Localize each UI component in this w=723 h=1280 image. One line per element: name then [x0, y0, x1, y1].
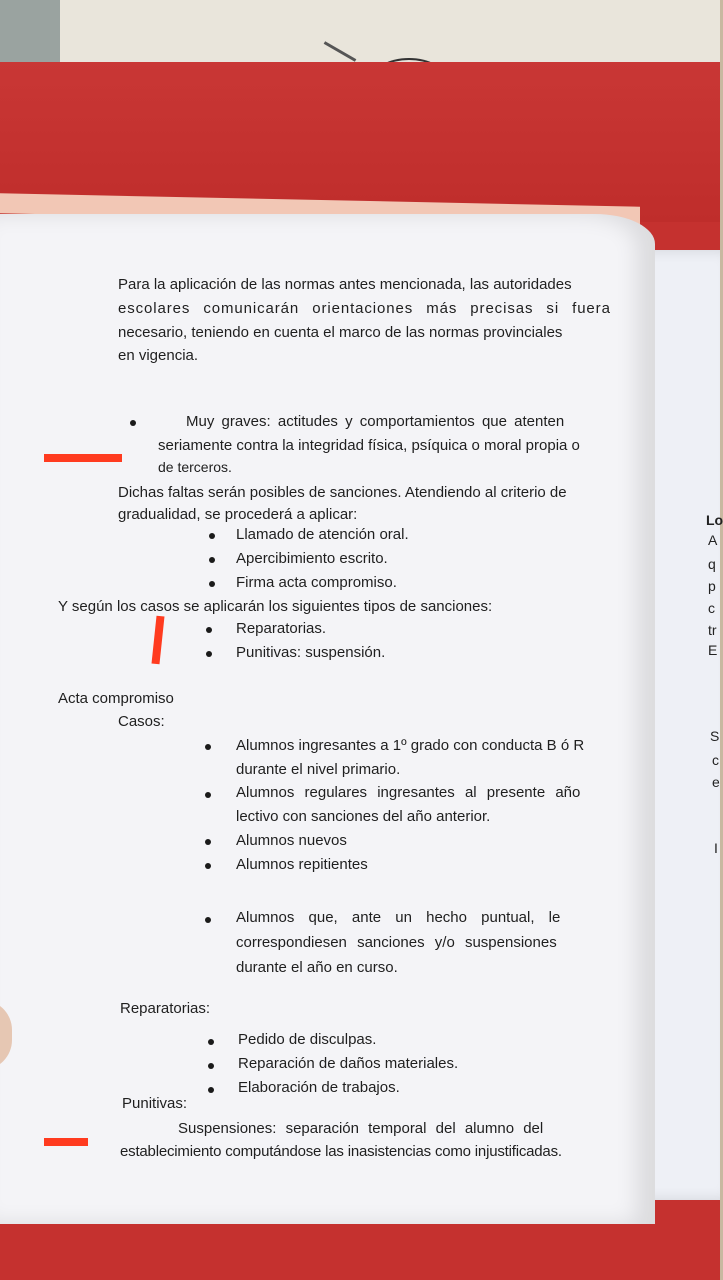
punitivas-line: [178, 1120, 543, 1138]
right-page-text: E: [708, 642, 718, 658]
muy-graves-term: Muy graves:: [186, 413, 271, 430]
bullet: [209, 557, 215, 563]
casos-heading: Casos:: [118, 713, 165, 730]
reparatorias-heading: Reparatorias:: [120, 1000, 211, 1017]
suspensiones-text: separación temporal del alumno del: [285, 1120, 544, 1137]
bullet: [130, 420, 136, 426]
bullet: [208, 1039, 214, 1045]
muy-graves-line: [186, 413, 564, 431]
dichas-line: Dichas faltas serán posibles de sanciones. Atendiendo al criterio de: [118, 484, 567, 501]
right-page-text: tr: [708, 622, 717, 638]
acta-item: Alumnos ingresantes a 1º grado con conducta B ó R: [236, 737, 585, 754]
intro-line: en vigencia.: [118, 347, 199, 364]
dichas-line: gradualidad, se procederá a aplicar:: [118, 506, 358, 523]
types-item: Punitivas: suspensión.: [236, 644, 386, 661]
right-page-text: q: [708, 556, 716, 572]
acta-item: Alumnos nuevos: [236, 832, 347, 849]
punitivas-line: establecimiento computándose las inasistencias como injustificadas.: [120, 1143, 562, 1160]
bullet: [205, 792, 211, 798]
bullet: [208, 1087, 214, 1093]
right-page-text: Lo: [706, 512, 723, 528]
acta-heading: Acta compromiso: [58, 690, 174, 707]
types-item: Reparatorias.: [236, 620, 327, 637]
bullet: [205, 839, 211, 845]
intro-line: necesario, teniendo en cuenta el marco de las normas provinciales: [118, 324, 563, 341]
reparatorias-item: Pedido de disculpas.: [238, 1031, 377, 1048]
intro-line: Para la aplicación de las normas antes mencionada, las autoridades: [118, 276, 572, 293]
acta-item: durante el año en curso.: [236, 959, 398, 976]
right-page-text: c: [712, 752, 719, 768]
right-page-text: p: [708, 578, 716, 594]
right-page-text: c: [708, 600, 715, 616]
bullet: [206, 651, 212, 657]
right-page-text: e: [712, 774, 720, 790]
bullet: [205, 917, 211, 923]
bullet: [209, 533, 215, 539]
right-page-text: A: [708, 532, 718, 548]
segun-line: Y según los casos se aplicarán los siguientes tipos de sanciones:: [58, 598, 493, 615]
reparatorias-item: Elaboración de trabajos.: [238, 1079, 400, 1096]
acta-item: Alumnos que, ante un hecho puntual, le: [236, 909, 561, 926]
apply-item: Apercibimiento escrito.: [236, 550, 388, 567]
highlight-mark: [44, 1138, 88, 1146]
apply-item: Firma acta compromiso.: [236, 574, 397, 591]
highlight-mark: [44, 454, 122, 462]
intro-line: escolares comunicarán orientaciones más precisas si fuera: [118, 300, 611, 317]
muy-graves-text: actitudes y comportamientos que atenten: [277, 413, 565, 430]
reparatorias-item: Reparación de daños materiales.: [238, 1055, 459, 1072]
acta-item: Alumnos regulares ingresantes al presente año: [236, 784, 581, 801]
apply-item: Llamado de atención oral.: [236, 526, 409, 543]
muy-graves-line: seriamente contra la integridad física, psíquica o moral propia o: [158, 437, 580, 454]
right-page-text: S: [710, 728, 720, 744]
bullet: [209, 581, 215, 587]
suspensiones-term: Suspensiones:: [178, 1120, 277, 1137]
acta-item: lectivo con sanciones del año anterior.: [236, 808, 491, 825]
acta-item: correspondiesen sanciones y/o suspensiones: [236, 934, 557, 951]
right-page-text: I: [714, 840, 718, 856]
bullet: [208, 1063, 214, 1069]
bullet: [205, 744, 211, 750]
punitivas-heading: Punitivas:: [122, 1095, 188, 1112]
bullet: [206, 627, 212, 633]
bullet: [205, 863, 211, 869]
acta-item: Alumnos repitientes: [236, 856, 368, 873]
acta-item: durante el nivel primario.: [236, 761, 401, 778]
muy-graves-line: de terceros.: [158, 459, 232, 475]
